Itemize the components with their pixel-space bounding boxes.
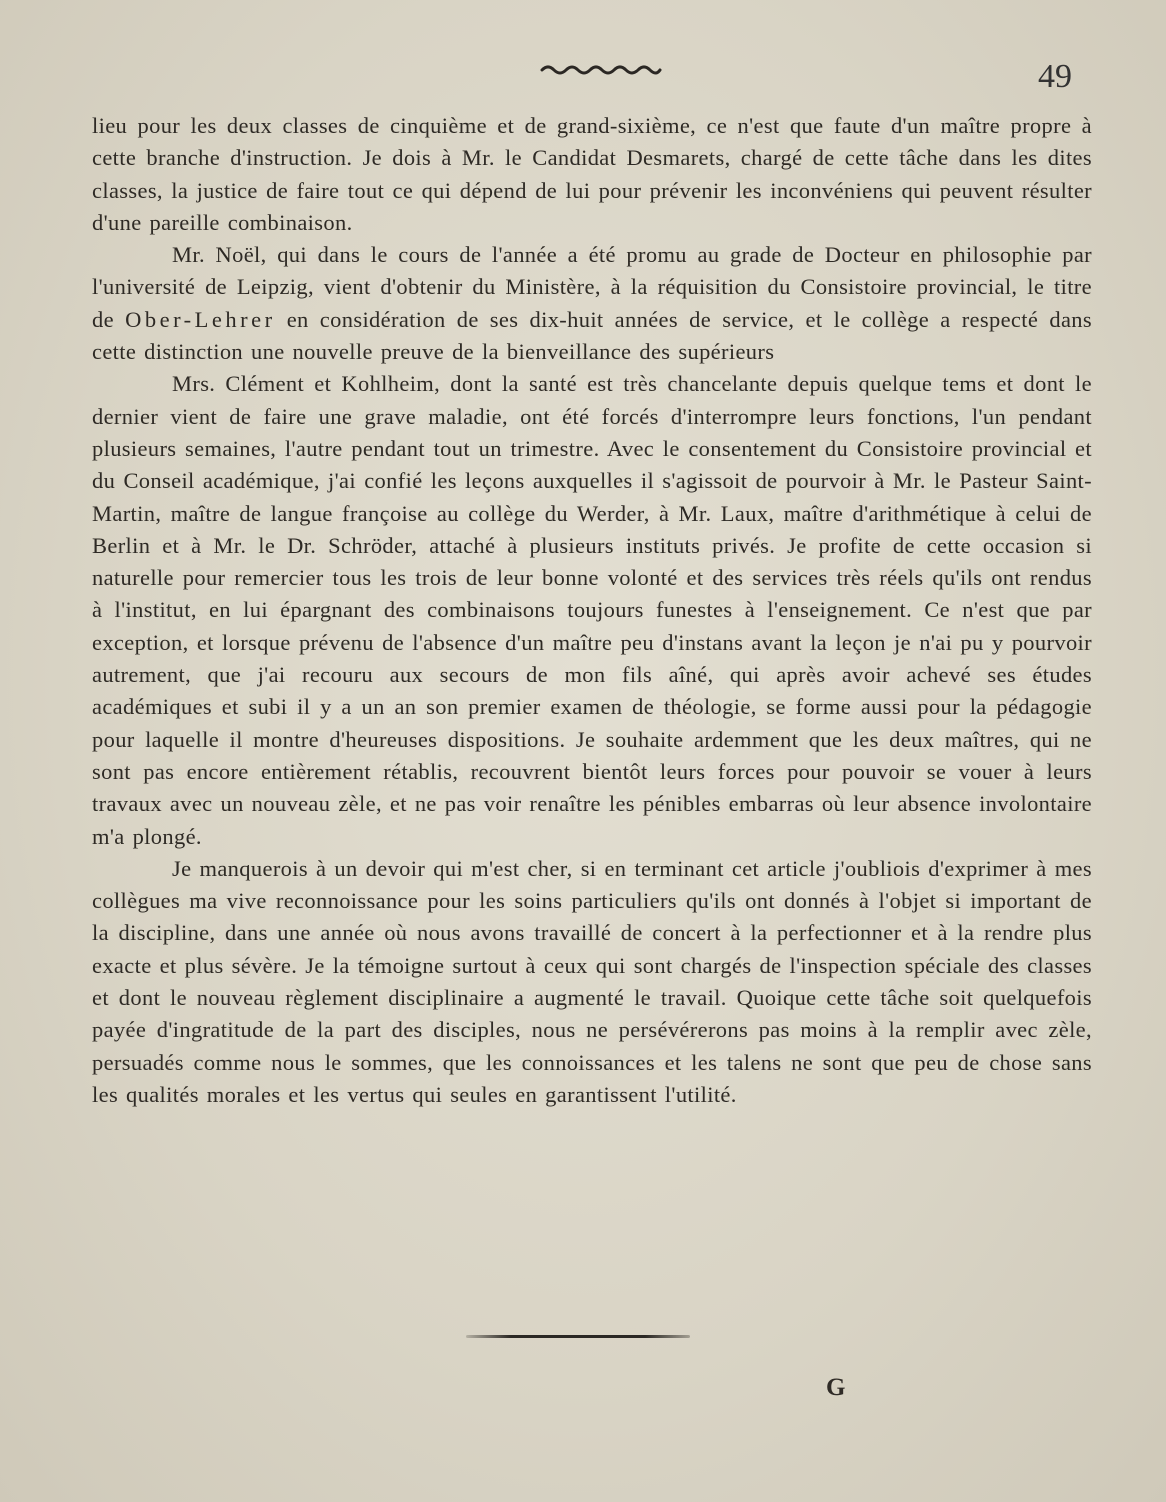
paragraph-1: lieu pour les deux classes de cinquième et de grand-sixième, ce n'est que faute d'un maître propre à cette branche d'instruction. Je dois à Mr. le Candidat Desmarets, chargé de cette tâche dans les dites classes, la justice de faire tout ce qui dépend de lui pour prévenir les inconvéniens qui peuvent résulter d'une pareille combinaison.: [92, 113, 1092, 235]
header-ornament: [540, 62, 662, 76]
paragraph-2: [92, 239, 1092, 368]
paragraph-2-before: Mr. Noël, qui dans le cours de l'année a été promu au grade de Docteur en philosophie par l'université de Leipzig, vient d'obtenir du Ministère, à la réquisition du Consistoire provincial, le titre de: [92, 242, 1092, 332]
paragraph-3: Mrs. Clément et Kohlheim, dont la santé est très chancelante depuis quelque tems et dont le dernier vient de faire une grave maladie, ont été forcés d'interrompre leurs fonctions, l'un pendant plusieurs semaines, l'autre pendant tout un trimestre. Avec le consentement du Consistoire provincial et du Conseil académique, j'ai confié les leçons auxquelles il s'agissoit de pourvoir à Mr. le Pasteur Saint-Martin, maître de langue françoise au collège du Werder, à Mr. Laux, maître d'arithmétique à celui de Berlin et à Mr. le Dr. Schröder, attaché à plusieurs instituts privés. Je profite de cette occasion si naturelle pour remercier tous les trois de leur bonne volonté et des services très réels qu'ils ont rendus à l'institut, en lui épargnant des combinaisons toujours funestes à l'enseignement. Ce n'est que par exception, et lorsque prévenu de l'absence d'un maître peu d'instans avant la leçon je n'ai pu y pourvoir autrement, que j'ai recouru aux secours de mon fils aîné, qui après avoir achevé ses études académiques et subi il y a un an son premier examen de théologie, se forme aussi pour la pédagogie pour laquelle il montre d'heureuses dispositions. Je souhaite ardemment que les deux maîtres, qui ne sont pas encore entièrement rétablis, recouvrent bientôt leurs forces pour pouvoir se vouer à leurs travaux avec un nouveau zèle, et ne pas voir renaître les pénibles embarras où leur absence involontaire m'a plongé.: [92, 371, 1092, 849]
paragraph-4: Je manquerois à un devoir qui m'est cher, si en terminant cet article j'oubliois d'exprimer à mes collègues ma vive reconnoissance pour les soins particuliers qu'ils ont donnés à l'objet si important de la discipline, dans une année où nous avons travaillé de concert à la perfectionner et à la rendre plus exacte et plus sévère. Je la témoigne surtout à ceux qui sont chargés de l'inspection spéciale des classes et dont le nouveau règlement disciplinaire a augmenté le travail. Quoique cette tâche soit quelquefois payée d'ingratitude de la part des disciples, nous ne persévérerons pas moins à la remplir avec zèle, persuadés comme nous le sommes, que les connoissances et les talens ne sont que peu de chose sans les qualités morales et les vertus qui seules en garantissent l'utilité.: [92, 855, 1092, 1107]
title-ober-lehrer: Ober-Lehrer: [125, 306, 276, 332]
signature-mark: G: [826, 1374, 846, 1401]
paragraph-2-after: en considération de ses dix-huit années de service, et le collège a respecté dans cette distinction une nouvelle preuve de la bienveillance des supérieurs: [92, 306, 1092, 365]
body-text: [92, 110, 1092, 1111]
page-number: 49: [1038, 58, 1072, 95]
closing-rule: [466, 1335, 690, 1338]
